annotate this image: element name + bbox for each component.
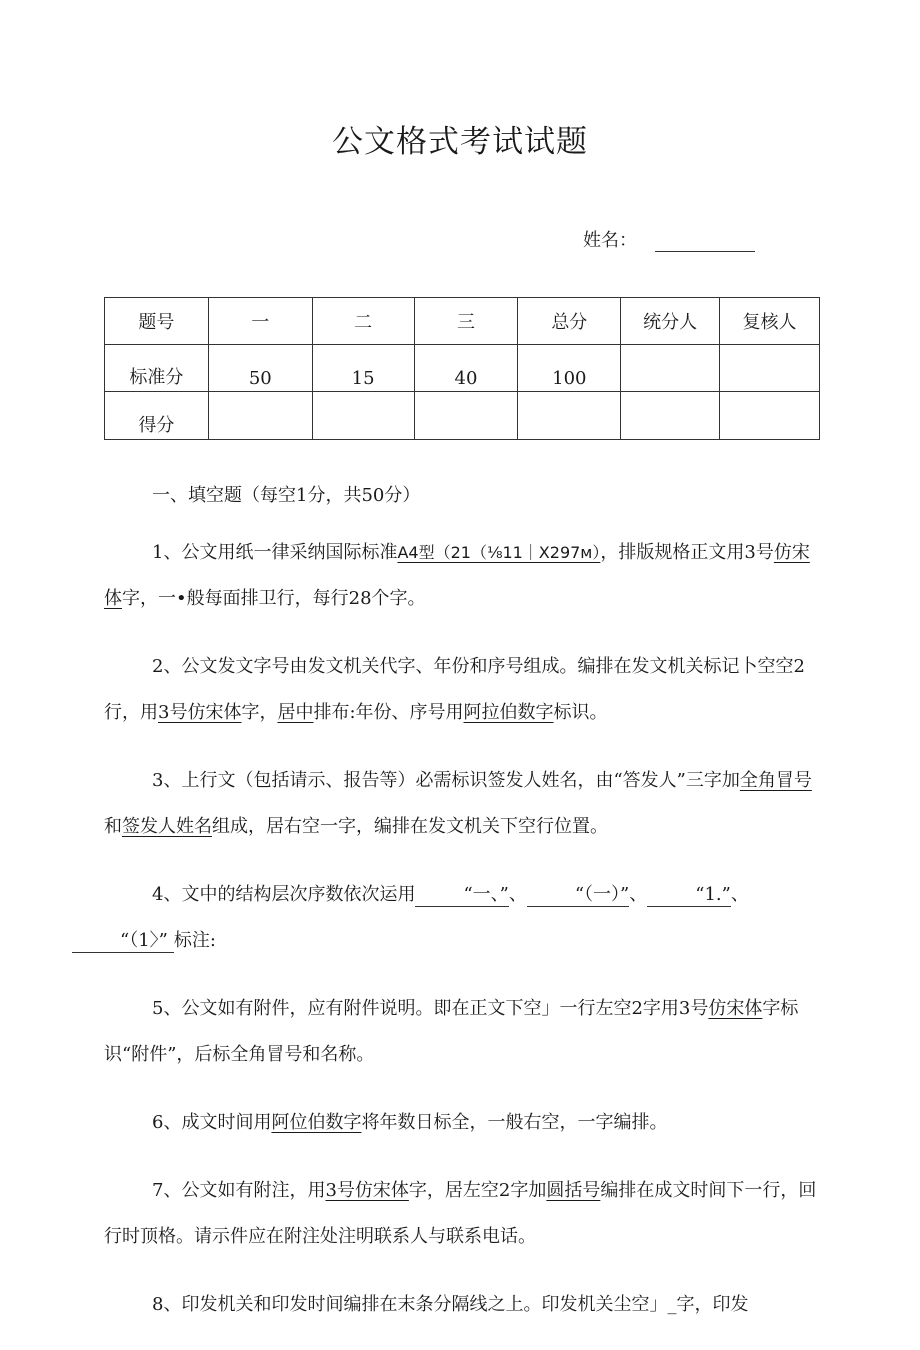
answer-blank: 全角冒号: [739, 770, 812, 791]
table-cell: 15: [312, 345, 414, 392]
question-text: 标识。: [553, 702, 608, 723]
answer-blank: 签发人姓名: [122, 816, 212, 837]
page-title: 公文格式考试试题: [332, 124, 588, 160]
answer-blank: A4型（21（⅛11｜X297м）: [397, 543, 601, 562]
table-cell[interactable]: [720, 392, 820, 440]
answer-blank: “（1〉”: [72, 930, 174, 953]
table-cell: [621, 345, 720, 392]
question-text: 字，居左空2字加: [408, 1180, 547, 1201]
question-6: [104, 1100, 820, 1146]
answer-blank: 阿拉伯数字: [463, 702, 554, 723]
answer-blank: “1.”: [647, 884, 731, 907]
table-cell: 标准分: [105, 345, 209, 392]
question-text: 字，一•般每面排卫行，每行28个字。: [122, 588, 426, 609]
question-text: 和: [104, 816, 122, 837]
table-cell: 100: [518, 345, 621, 392]
table-cell: 复核人: [720, 298, 820, 345]
question-2: [104, 644, 820, 736]
question-text: 将年数日标全，一般右空，一字编排。: [361, 1112, 668, 1133]
answer-blank: 3号仿宋体: [325, 1180, 409, 1201]
question-text: 字标识“附件”，后标全角冒号和名称。: [104, 998, 799, 1065]
question-text: ，排版规格正文用3号: [600, 542, 774, 563]
table-cell: 总分: [518, 298, 621, 345]
table-cell: 题号: [105, 298, 209, 345]
name-blank[interactable]: [655, 231, 755, 252]
question-text: 5、公文如有附件，应有附件说明。即在正文下空」一行左空2字用3号: [152, 998, 709, 1019]
name-field: [583, 226, 755, 252]
score-table: [104, 297, 820, 440]
answer-blank: 仿宋体: [708, 998, 763, 1019]
answer-blank: 居中: [277, 702, 314, 723]
table-cell: 40: [414, 345, 518, 392]
exam-content: [104, 481, 820, 1350]
question-text: 、: [508, 884, 527, 905]
table-row-standard: [105, 345, 820, 392]
table-cell: 一: [208, 298, 312, 345]
answer-blank: “一、”: [415, 884, 508, 907]
answer-blank: “（一）”: [527, 884, 629, 907]
table-row-header: [105, 298, 820, 345]
table-cell[interactable]: [312, 392, 414, 440]
table-cell[interactable]: [208, 392, 312, 440]
table-cell[interactable]: [414, 392, 518, 440]
question-text: 2、公文发文字号由发文机关代字、年份和序号组成。编排在发文机关标记卜空空2行，用: [104, 656, 805, 723]
question-text: 4、文中的结构层次序数依次运用: [152, 884, 416, 905]
answer-blank: 仿宋体: [104, 542, 810, 609]
table-cell[interactable]: [518, 392, 621, 440]
question-text: 组成，居右空一字，编排在发文机关下空行位置。: [212, 816, 608, 837]
question-7: [104, 1168, 820, 1260]
name-label: 姓名：: [583, 230, 637, 251]
question-text: 7、公文如有附注，用: [152, 1180, 326, 1201]
question-8: [104, 1282, 820, 1328]
question-text: 编排在成文时间下一行，回行时顶格。请示件应在附注处注明联系人与联系电话。: [104, 1180, 817, 1247]
answer-blank: 3号仿宋体: [158, 702, 242, 723]
question-text: 1、公文用纸一律采纳国际标准: [152, 542, 398, 563]
question-5: [104, 986, 820, 1078]
table-cell: [720, 345, 820, 392]
question-text: 字，: [241, 702, 278, 723]
question-text: 8、印发机关和印发时间编排在末条分隔线之上。印发机关尘空」_字，印发: [152, 1294, 749, 1315]
question-text: 6、成文时间用: [152, 1112, 272, 1133]
table-row-score: [105, 392, 820, 440]
answer-blank: 阿位伯数字: [271, 1112, 362, 1133]
question-text: 标注:: [173, 930, 216, 951]
table-cell: 50: [208, 345, 312, 392]
table-cell[interactable]: [621, 392, 720, 440]
answer-blank: 圆括号: [546, 1180, 601, 1201]
question-text: 3、上行文（包括请示、报告等）必需标识签发人姓名，由“答发人”三字加: [152, 770, 740, 791]
table-cell: 得分: [105, 392, 209, 440]
section-heading: 一、填空题（每空1分，共50分）: [152, 485, 421, 506]
table-cell: 三: [414, 298, 518, 345]
question-text: 排布:年份、序号用: [313, 702, 464, 723]
question-1: [104, 530, 820, 622]
question-text: 、: [730, 884, 749, 905]
question-3: [104, 758, 820, 850]
question-text: 、: [629, 884, 648, 905]
table-cell: 二: [312, 298, 414, 345]
question-4: [104, 872, 820, 964]
table-cell: 统分人: [621, 298, 720, 345]
